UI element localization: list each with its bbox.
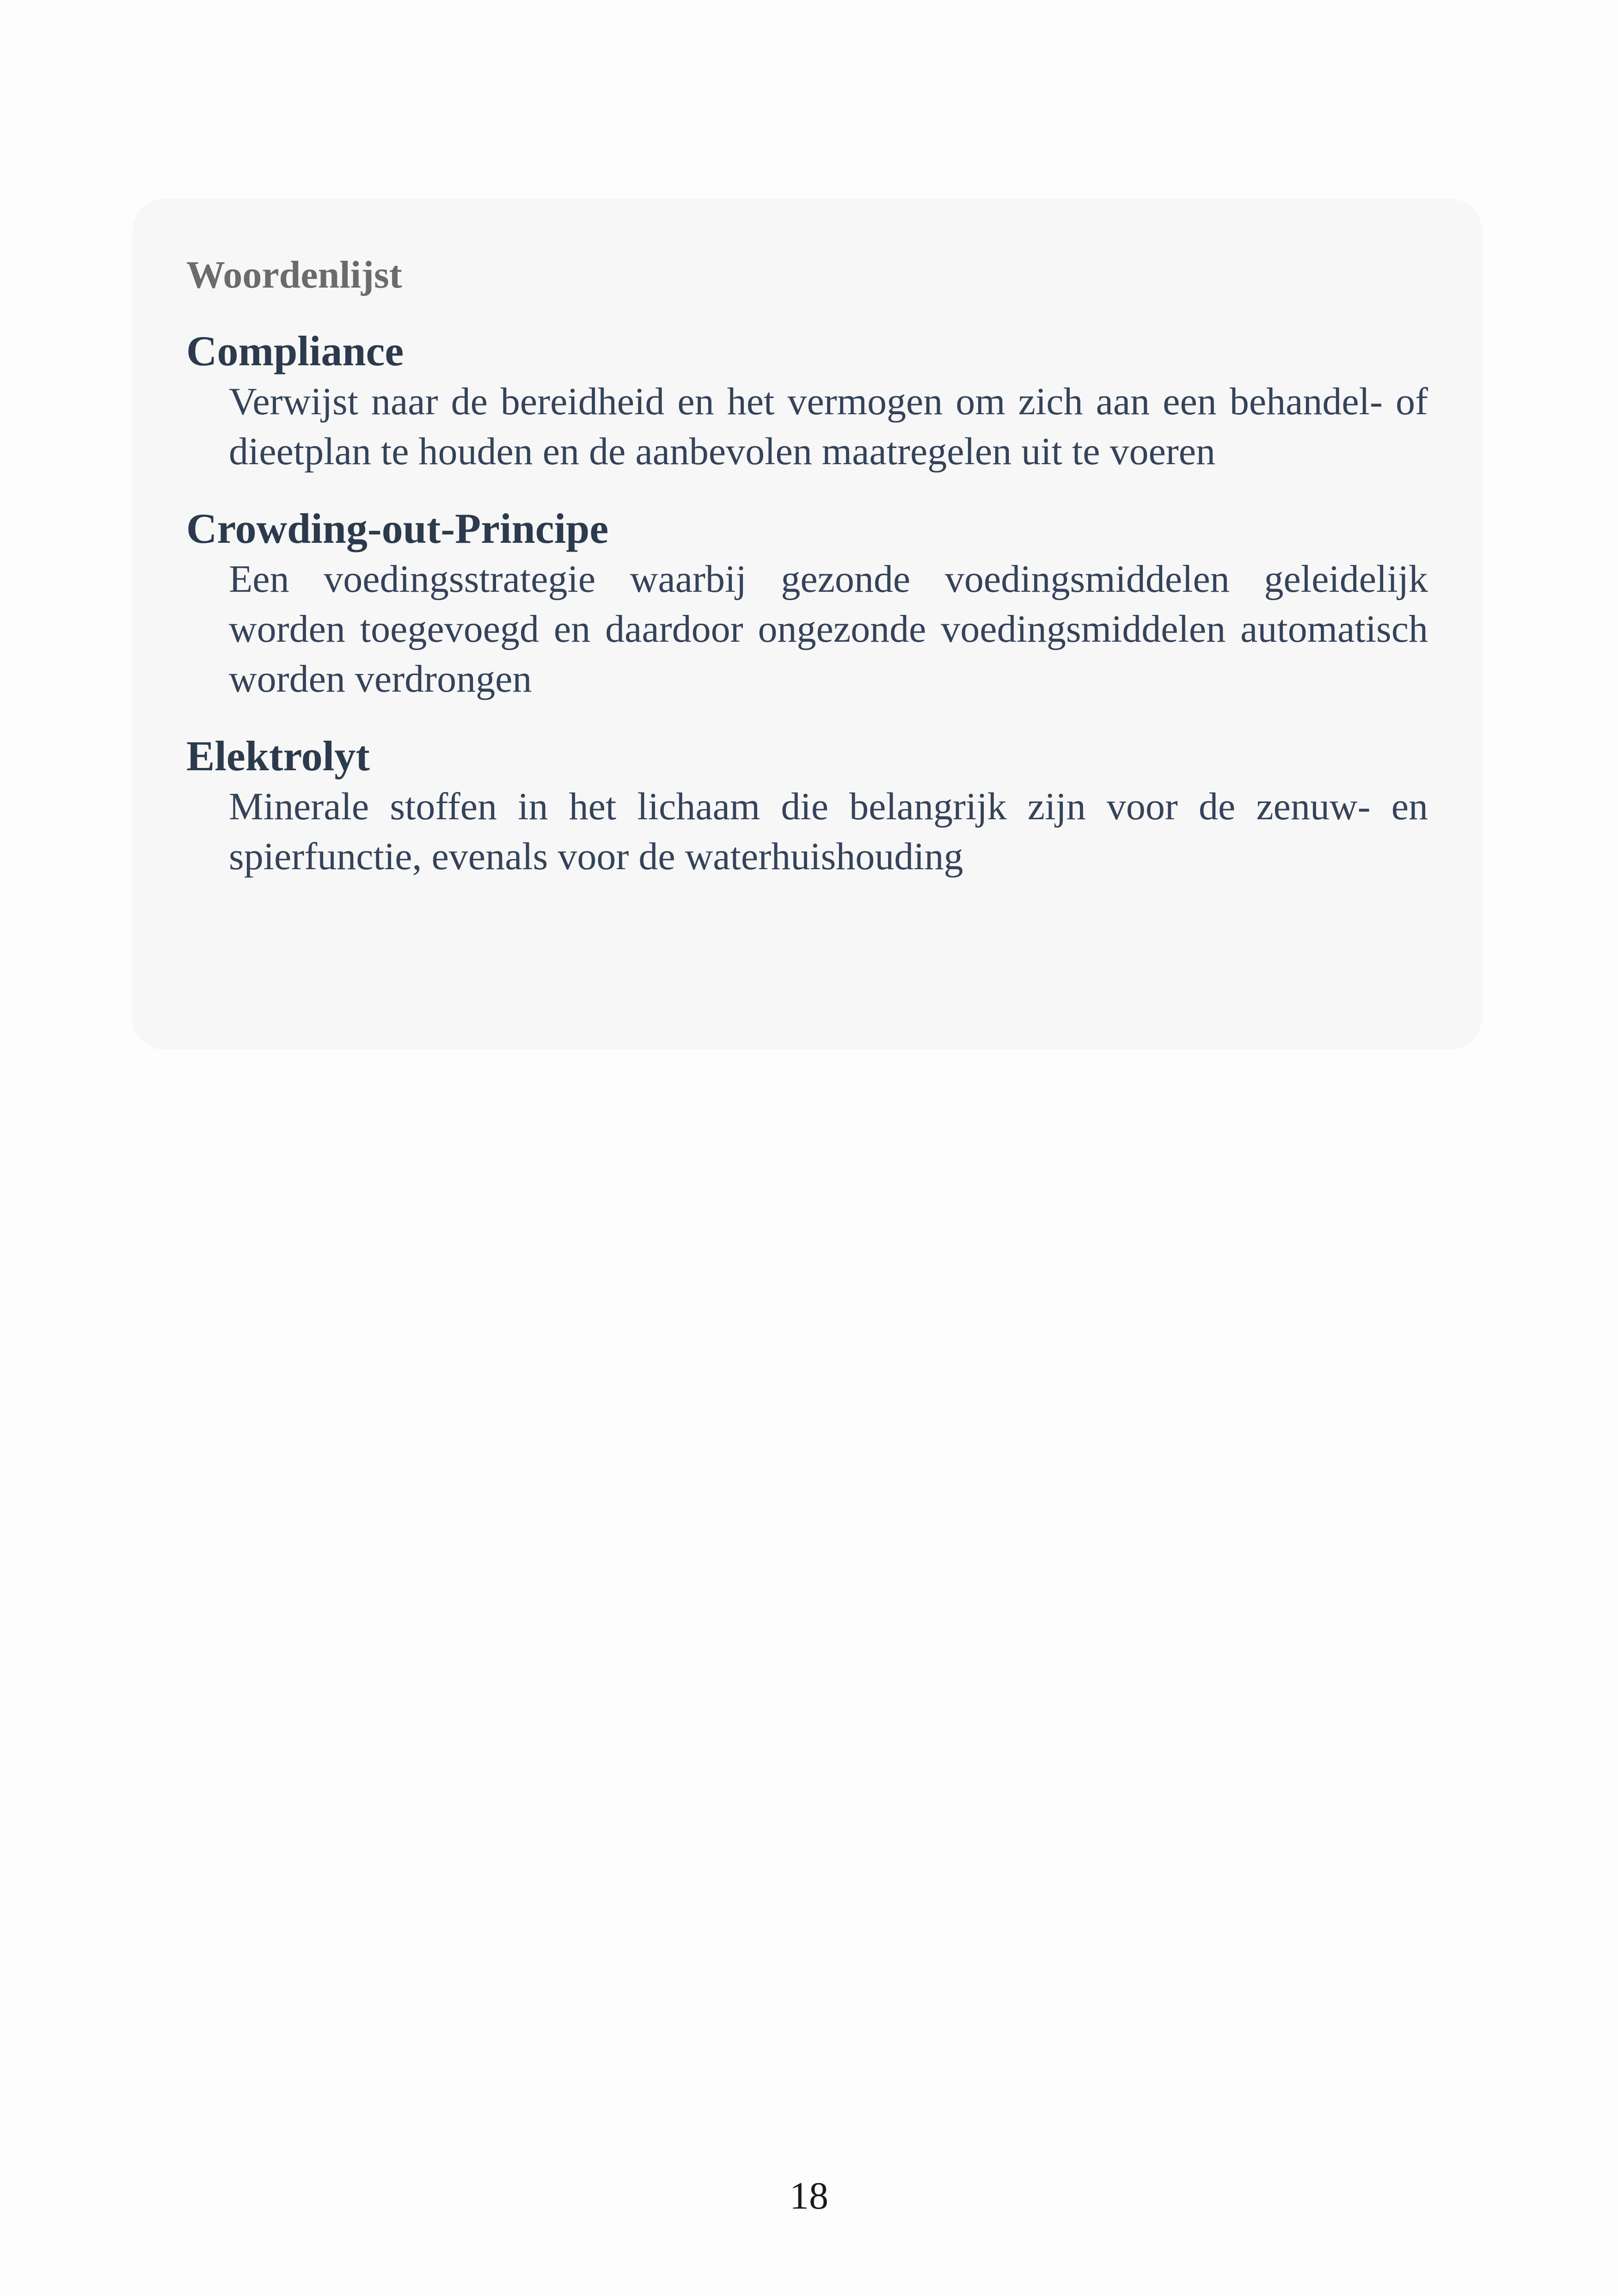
glossary-definition: Verwijst naar de bereidheid en het vermogen om zich aan een behandel- of dieetplan te houden en de aanbevolen maatregelen uit te voeren <box>229 380 1428 473</box>
glossary-title: Woordenlijst <box>186 253 402 296</box>
glossary-entry-compliance <box>186 327 1428 477</box>
glossary-entry-elektrolyt <box>186 732 1428 882</box>
glossary-entry-crowding-out <box>186 504 1428 704</box>
glossary-definition: Een voedingsstrategie waarbij gezonde voedingsmiddelen geleidelijk worden toegevoegd en daardoor ongezonde voedingsmiddelen automatisch worden verdrongen <box>229 558 1428 700</box>
page-number: 18 <box>790 2174 828 2217</box>
glossary-box <box>132 199 1482 1050</box>
glossary-term: Elektrolyt <box>186 732 370 780</box>
glossary-term: Crowding-out-Principe <box>186 505 609 552</box>
glossary-term: Compliance <box>186 327 404 374</box>
glossary-definition: Minerale stoffen in het lichaam die belangrijk zijn voor de zenuw- en spierfunctie, evenals voor de waterhuishouding <box>229 785 1428 878</box>
